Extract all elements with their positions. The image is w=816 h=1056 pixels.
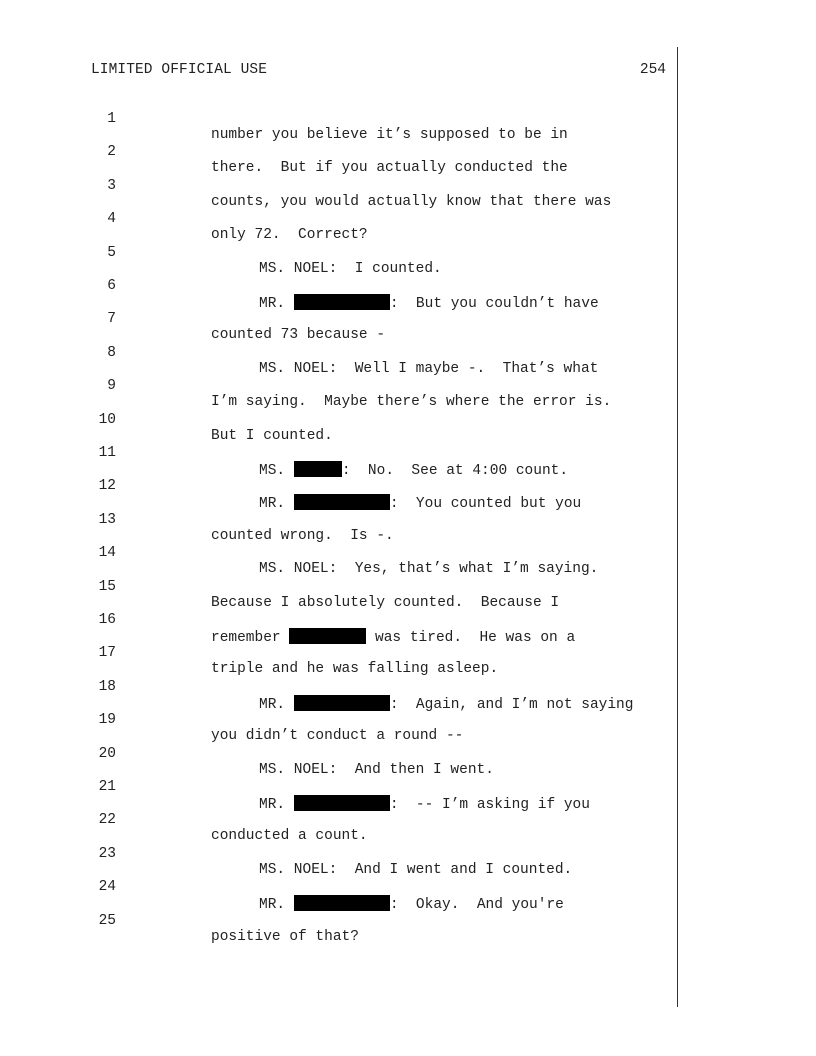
text-after-redaction: was tired. He was on a [375, 630, 576, 646]
speaker-label: MR. [259, 897, 286, 914]
transcript-line [0, 563, 816, 611]
line-number: 17 [98, 645, 116, 662]
line-number: 11 [98, 445, 116, 461]
transcript-line [0, 329, 816, 377]
line-text: MS. NOEL: Well I maybe -. That’s what [259, 360, 599, 377]
transcript-line [0, 897, 816, 945]
line-text: counted wrong. Is -. [211, 527, 394, 544]
speaker-label: MR. [259, 496, 286, 513]
line-text: you didn’t conduct a round -- [211, 728, 464, 745]
line-number: 25 [98, 912, 116, 929]
line-text: only 72. Correct? [211, 227, 368, 244]
line-number: 14 [98, 545, 116, 562]
transcript-line [0, 362, 816, 411]
text-before-redaction: remember [211, 630, 281, 646]
transcript-line [0, 429, 816, 479]
line-text: counts, you would actually know that there was [211, 193, 612, 210]
utterance: : Okay. And you're [389, 897, 564, 914]
transcript-line [0, 596, 816, 646]
transcript-line [0, 529, 816, 578]
transcript-line [0, 295, 816, 344]
transcript-line [0, 95, 816, 143]
line-number: 6 [107, 278, 116, 294]
transcript-line [0, 262, 816, 312]
line-number: 13 [98, 511, 116, 528]
transcript-line [0, 863, 816, 914]
line-number: 1 [107, 111, 116, 127]
line-text: positive of that? [211, 928, 359, 945]
transcript-line [0, 195, 816, 244]
line-text: Because I absolutely counted. Because I [211, 594, 560, 611]
line-number: 15 [98, 578, 116, 595]
speaker-label: MR. [259, 797, 286, 813]
page-header-classification: LIMITED OFFICIAL USE [91, 62, 268, 78]
utterance: : No. See at 4:00 count. [341, 463, 569, 479]
line-number: 21 [98, 779, 116, 795]
speaker-label: MR. [259, 296, 286, 312]
line-text: But I counted. [211, 427, 333, 444]
transcript-line [0, 696, 816, 745]
line-number: 18 [98, 678, 116, 695]
transcript-line [0, 730, 816, 778]
transcript-line [0, 128, 816, 177]
line-number: 12 [98, 478, 116, 495]
line-number: 20 [98, 745, 116, 762]
line-text: there. But if you actually conducted the [211, 160, 568, 177]
line-number: 19 [98, 712, 116, 729]
line-text: number you believe it’s supposed to be in [211, 127, 568, 143]
transcript-line [0, 162, 816, 210]
line-text: I’m saying. Maybe there’s where the error is. [211, 394, 612, 411]
transcript-line [0, 830, 816, 878]
transcript-line [0, 396, 816, 444]
line-number: 22 [98, 812, 116, 829]
line-number: 23 [98, 845, 116, 862]
line-number: 9 [107, 378, 116, 395]
line-text: MS. NOEL: Yes, that’s what I’m saying. [259, 561, 599, 578]
line-number: 5 [107, 244, 116, 261]
line-number: 7 [107, 311, 116, 328]
utterance: : Again, and I’m not saying [389, 696, 634, 713]
utterance: : You counted but you [389, 496, 582, 513]
page-number: 254 [639, 62, 666, 78]
line-number: 8 [107, 344, 116, 361]
utterance: : But you couldn’t have [389, 296, 599, 312]
transcript-line [0, 663, 816, 713]
line-text: counted 73 because - [211, 327, 386, 344]
line-number: 10 [98, 411, 116, 428]
line-number: 3 [107, 177, 116, 194]
line-text: triple and he was falling asleep. [211, 661, 499, 678]
line-number: 16 [98, 612, 116, 628]
transcript-line [0, 763, 816, 813]
transcript-line [0, 629, 816, 678]
line-number: 2 [107, 144, 116, 161]
speaker-label: MR. [259, 696, 286, 713]
utterance: : -- I’m asking if you [389, 797, 590, 813]
line-text: MS. NOEL: I counted. [259, 260, 442, 277]
line-text: MS. NOEL: And I went and I counted. [259, 861, 573, 878]
transcript-line [0, 796, 816, 845]
transcript-line [0, 229, 816, 277]
line-text: conducted a count. [211, 828, 368, 845]
line-number: 24 [98, 879, 116, 896]
speaker-label: MS. [259, 463, 286, 479]
line-number: 4 [107, 211, 116, 228]
line-text: MS. NOEL: And then I went. [259, 761, 494, 778]
transcript-line [0, 496, 816, 544]
transcript-line [0, 462, 816, 513]
